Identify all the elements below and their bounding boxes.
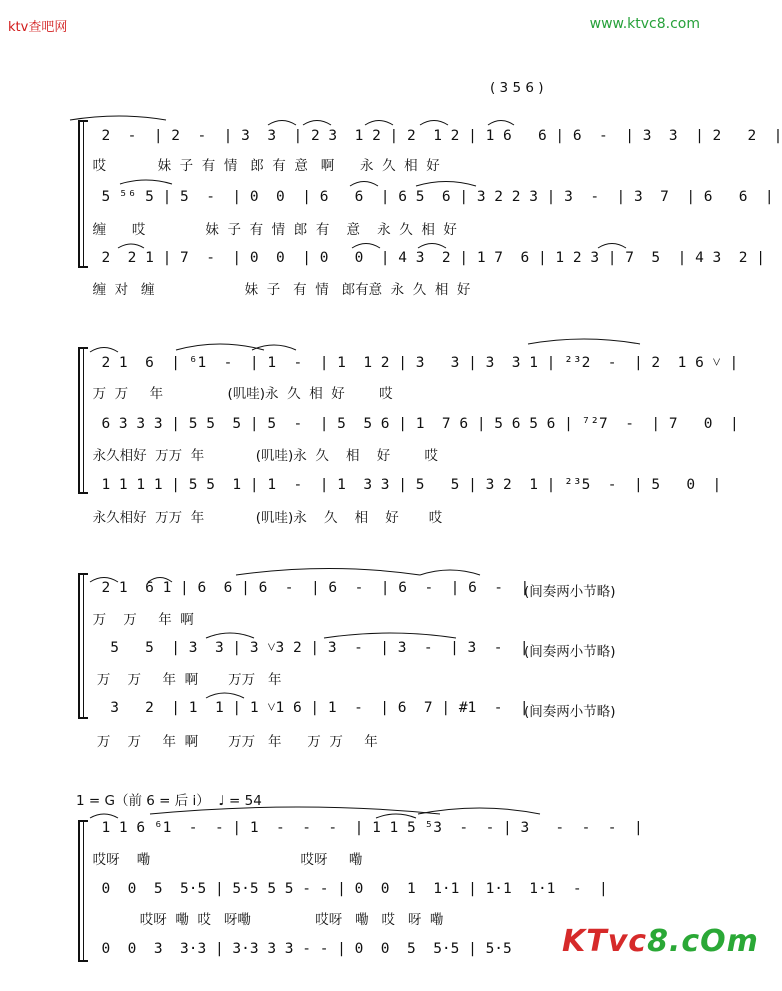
logo-ktv-text: KTvc <box>562 924 648 959</box>
notation-row: 1 1 1 1 | 5 5 1 | 1 - | 1 3 3 | 5 5 | 3 2 1 | ²³5 - | 5 0 | <box>84 477 722 493</box>
lyric-row: 缠 哎 妹 子 有 情 郎 有 意 永 久 相 好 <box>84 222 457 238</box>
lyric-row: 永久相好 万万 年 (叽哇)永 久 相 好 哎 <box>84 448 439 464</box>
interlude-note: (间奏两小节略) <box>524 584 616 600</box>
notation-row: 2 1 6 1 | 6 6 | 6 - | 6 - | 6 - | 6 - | <box>84 580 530 596</box>
lyric-row: 哎呀 嘞 哎呀 嘞 <box>84 852 363 868</box>
lyric-row: 哎 妹 子 有 情 郎 有 意 啊 永 久 相 好 <box>84 158 440 174</box>
lyric-row: 万 万 年 啊 万万 年 万 万 年 <box>84 734 378 750</box>
notation-row: 5 5 | 3 3 | 3 ˅3 2 | 3 - | 3 - | 3 - | <box>84 640 529 656</box>
notation-row: 6 3 3 3 | 5 5 5 | 5 - | 5 5 6 | 1 7 6 | 5 6 5 6 | ⁷²7 - | 7 0 | <box>84 416 739 432</box>
lyric-row: 永久相好 万万 年 (叽哇)永 久 相 好 哎 <box>84 510 443 526</box>
lyric-row: 哎呀 嘞 哎 呀嘞 哎呀 嘞 哎 呀 嘞 <box>84 912 444 928</box>
intro-notes: ( 3 5 6 ) <box>490 80 544 96</box>
watermark-left: ktv查吧网 <box>8 20 68 35</box>
lyric-row: 万 万 年 啊 万万 年 <box>84 672 282 688</box>
interlude-note: (间奏两小节略) <box>524 644 616 660</box>
notation-row: 0 0 5 5·5 | 5·5 5 5 - - | 0 0 1 1·1 | 1·1 1·1 - | <box>84 881 608 897</box>
watermark-right: www.ktvc8.com <box>589 16 700 32</box>
notation-row: 2 2 1 | 7 - | 0 0 | 0 0 | 4 3 2 | 1 7 6 | 1 2 3 | 7 5 | 4 3 2 | <box>84 250 765 266</box>
logo-domain-text: 8.cOm <box>647 924 759 959</box>
lyric-row: 缠 对 缠 妹 子 有 情 郎有意 永 久 相 好 <box>84 282 471 298</box>
lyric-row: 万 万 年 (叽哇)永 久 相 好 哎 <box>84 386 393 402</box>
notation-row: 0 0 3 3·3 | 3·3 3 3 - - | 0 0 5 5·5 | 5·5 <box>84 941 530 957</box>
key-signature: 1 = G（前 6 = 后 i） ♩ = 54 <box>76 793 262 809</box>
notation-row: 2 - | 2 - | 3 3 | 2 3 1 2 | 2 1 2 | 1 6 6 | 6 - | 3 3 | 2 2 | <box>84 128 782 144</box>
lyric-row: 万 万 年 啊 <box>84 612 194 628</box>
notation-row: 5 ⁵⁶ 5 | 5 - | 0 0 | 6 6 | 6 5 6 | 3 2 2 3 | 3 - | 3 7 | 6 6 | <box>84 189 774 205</box>
notation-row: 1 1 6 ⁶1 - - | 1 - - - | 1 1 5 ⁵3 - - | 3 - - - | <box>84 820 643 836</box>
notation-row: 2 1 6 | ⁶1 - | 1 - | 1 1 2 | 3 3 | 3 3 1 | ²³2 - | 2 1 6 ˅ | <box>84 355 739 371</box>
notation-row: 3 2 | 1 1 | 1 ˅1 6 | 1 - | 6 7 | #1 - | <box>84 700 529 716</box>
interlude-note: (间奏两小节略) <box>524 704 616 720</box>
